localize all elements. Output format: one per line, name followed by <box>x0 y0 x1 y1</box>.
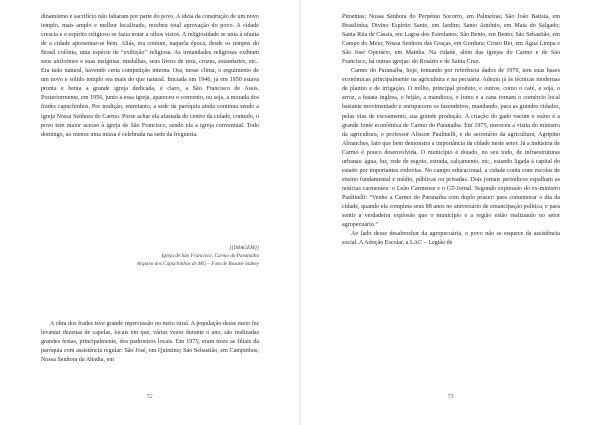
caption-line-2: Arquivo dos Capuchinhos de MG – Foto de Rosane Sidney <box>136 260 259 267</box>
page-number-right: 73 <box>447 394 454 400</box>
right-paragraph-2: Carmo do Paranaíba, hoje, tomando por referência dados de 1970, tem suas bases econômicas principalmente na agricultura e na pecuária. Adeziu já às técnicas modernas de plantio e de irrigação. O milho, principal produto, e outros, como o café, a soja, o arroz, a batata inglesa, o feijão, a mandioca, o fumo e a cana tornam o comércio local bastante movimentado e enriquecem os fazendeiros, mandando, para as grandes cidades, pelas vias de escoamento, sua grande produção. A criação do gado vacum e suíno é a grande fonte econômica de Carmo do Paranaíba. Em 1975, mereceu a visita do ministro da agricultura, o professor Alisson Paulinelli, e do secretário da agricultura, Agripino Abranches, fato que bem demonstra a importância da cidade neste setor. Já a indústria de Carmo é pouco desenvolvida. O município é dotado, no seu todo, de infraestruturas urbanas: água, luz, rede de esgoto, estrada, calçamento, etc., estando ligada à capital do estado por importantes rodovias. No campo educacional, a cidade conta com escolas de ensino fundamental e médio, públicas ou privadas. Dois jornais periódicos espalham as notícias carmenses: o Leão Carmense e o GT-Jornal. Segundo expressão do ex-ministro Paulinelli: “Venho a Carmo do Paranaíba com duplo prazer: para comemorar o dia da cidade, quando ela completa seus 88 anos no aniversário de emancipação política, e para sentir a verdadeira explosão que o município e a região estão realizando no setor agropecuário.” <box>342 68 560 229</box>
left-top-paragraph: dinamismo e sacrifício não faltaram por parte do povo. A ideia da construção de um novo templo, mais amplo e melhor localizado, recebeu total aprovação do povo. A cidade crescia e o espírito religioso se fazia notar a olhos vistos. A religiosidade se unia à ufania de a cidade apresentar-se bem. Aliás, era comum, naquela época, desde os tempos do Brasil colônia, uma espécie de “exibição” religiosa. As irmandades religiosas exibiam seus uniformes e suas insígnias: medalhas, seus livros de reza, cruzes, estandartes, etc.. Era tudo natural, havendo certa competição interna. Ora, nesse clima, o erguimento de um novo e sólido templo era mais do que natural. Iniciada em 1946, já em 1950 estava pronta e benta a grande igreja dedicada, é claro, a São Francisco de Assis. Posteriormente, em 1956, junto a essa igreja, apareceu o convento, ou seja, a morada dos frades capuchinhos. Por tradição, entretanto, a sede da paróquia ainda continua sendo a igreja Nossa Senhora do Carmo. Porse achar ela afastada do centro da cidade, contudo, o povo tem maior acesso à igreja de São Francisco, sendo ela a igreja conventual. Todo domingo, ao menos uma missa é celebrada na sede da freguesia. <box>41 14 259 138</box>
figure-placeholder <box>41 244 259 304</box>
caption-line-1: Igreja de São Francisco: Carmo do Paranaíba <box>161 253 259 259</box>
image-marker: [[IMAGEM]] <box>229 245 259 251</box>
left-bottom-paragraph: A obra dos frades teve grande repercussão no meio rural. A população desse meio fez levantar dezenas de capelas, locais em que, várias vezes durante o ano, são realizadas grandes festas, principalmente, dos padroeiros locais. Em 1975, eram treze as filiais da paróquia com assistência regular: São José, em Quintino; São Sebastião, em Campinhos; Nossa Senhora da Abadia, em <box>41 321 259 364</box>
figure-caption <box>41 253 259 268</box>
left-top-text-block <box>41 13 259 140</box>
right-page <box>301 0 600 425</box>
right-paragraph-3: Ao lado desse desabrochar da agropecuária, o povo não se esquece da assistência social. A Adoção Escolar, a LAC – Legião de <box>342 231 560 247</box>
page-number-left: 72 <box>146 394 153 400</box>
left-bottom-text-block <box>41 320 259 365</box>
right-text-block <box>342 13 560 248</box>
right-paragraph-1: Pimentas; Nossa Senhora do Perpétuo Socorro, em Palmeiras; São João Batista, em Brasilinha; Divino Espírito Santo, em Jardim; Santo Antônio, em Mata do Salgado; Santa Rita de Cássia, em Lagoa dos Estrelanos; São Bento, em Bento; São Sebastião, em Campo do Meio; Nossa Senhora das Graças, em Gordura; Cristo Rei, em Água Limpa e São José Operário, em Mainha. Na cidade, além das igrejas do Carmo e de São Francisco, há outras igrejas: do Rosário e de Santa Cruz. <box>342 14 560 66</box>
left-page <box>0 0 299 425</box>
